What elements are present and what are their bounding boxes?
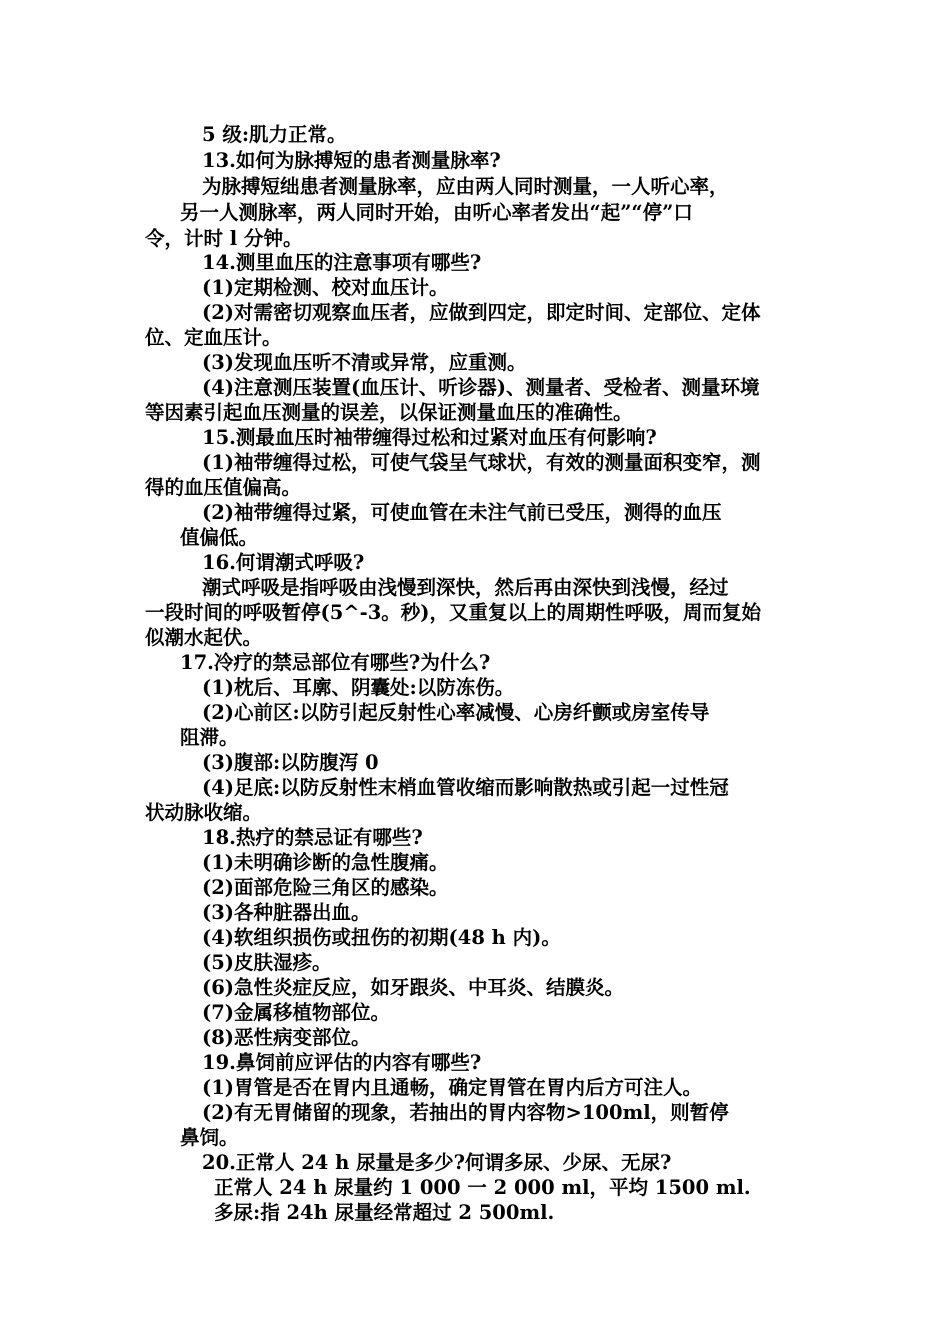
- text-line: 一段时间的呼吸暂停(5^-3。秒)，又重复以上的周期性呼吸，周而复始: [145, 601, 762, 624]
- text-line: (4)足底:以防反射性末梢血管收缩而影响散热或引起一过性冠: [202, 776, 729, 799]
- text-line: 令，计时 l 分钟。: [145, 227, 303, 250]
- text-line: (8)恶性病变部位。: [202, 1026, 371, 1049]
- text-line: (3)各种脏器出血。: [202, 901, 371, 924]
- text-line: (1)未明确诊断的急性腹痛。: [202, 851, 449, 874]
- question-heading: 16.何谓潮式呼吸?: [202, 551, 365, 574]
- text-line: 阻滞。: [180, 726, 239, 749]
- text-line: (2)面部危险三角区的感染。: [202, 876, 449, 899]
- text-line: 鼻饲。: [180, 1126, 239, 1149]
- text-line: (3)腹部:以防腹泻 0: [202, 751, 379, 774]
- text-line: (3)发现血压听不清或异常，应重测。: [202, 351, 527, 374]
- text-line: 等因素引起血压测量的误差，以保证测量血压的准确性。: [145, 401, 633, 424]
- text-line: 得的血压值偏高。: [145, 476, 302, 499]
- question-heading: 20.正常人 24 h 尿量是多少?何谓多尿、少尿、无尿?: [202, 1151, 672, 1174]
- text-line: 状动脉收缩。: [145, 801, 263, 824]
- text-line: (7)金属移植物部位。: [202, 1001, 391, 1024]
- text-line: (2)有无胃储留的现象，若抽出的胃内容物>100ml，则暂停: [202, 1101, 729, 1124]
- text-line: (4)注意测压装置(血压计、听诊器)、测量者、受检者、测量环境: [202, 376, 760, 399]
- question-heading: 15.测最血压时袖带缠得过松和过紧对血压有何影响?: [202, 426, 657, 449]
- text-line: 多尿:指 24h 尿量经常超过 2 500ml.: [214, 1201, 555, 1224]
- text-line: 为脉搏短绌患者测量脉率，应由两人同时测量，一人听心率，: [202, 175, 729, 198]
- text-line: 值偏低。: [180, 526, 259, 549]
- question-heading: 18.热疗的禁忌证有哪些?: [202, 826, 423, 849]
- text-line: (4)软组织损伤或扭伤的初期(48 h 内)。: [202, 926, 561, 949]
- text-line: 正常人 24 h 尿量约 1 000 一 2 000 ml，平均 1500 ml.: [214, 1176, 751, 1199]
- text-line: (2)心前区:以防引起反射性心率减慢、心房纤颤或房室传导: [202, 701, 710, 724]
- question-heading: 14.测里血压的注意事项有哪些?: [202, 251, 482, 274]
- text-line: (6)急性炎症反应，如牙跟炎、中耳炎、结膜炎。: [202, 976, 625, 999]
- text-line: (1)定期检测、校对血压计。: [202, 276, 449, 299]
- question-heading: 19.鼻饲前应评估的内容有哪些?: [202, 1051, 482, 1074]
- text-line: 似潮水起伏。: [145, 626, 263, 649]
- text-line: (2)对需密切观察血压者，应做到四定，即定时间、定部位、定体: [202, 301, 761, 324]
- text-line: 另一人测脉率，两人同时开始，由听心率者发出“起”“停”口: [180, 201, 693, 224]
- text-line: (2)袖带缠得过紧，可使血管在未注气前已受压，测得的血压: [202, 501, 722, 524]
- question-heading: 17.冷疗的禁忌部位有哪些?为什么?: [180, 651, 491, 674]
- question-heading: 13.如何为脉搏短的患者测量脉率?: [202, 149, 501, 172]
- text-line: (5)皮肤湿疹。: [202, 951, 332, 974]
- text-line: (1)胃管是否在胃内且通畅，确定胃管在胃内后方可注人。: [202, 1076, 703, 1099]
- text-line: 位、定血压计。: [145, 326, 282, 349]
- text-line: (1)枕后、耳廓、阴囊处:以防冻伤。: [202, 676, 515, 699]
- text-line: (1)袖带缠得过松，可使气袋呈气球状，有效的测量面积变窄，测: [202, 451, 761, 474]
- text-line: 5 级:肌力正常。: [202, 123, 347, 146]
- text-line: 潮式呼吸是指呼吸由浅慢到深快，然后再由深快到浅慢，经过: [202, 576, 729, 599]
